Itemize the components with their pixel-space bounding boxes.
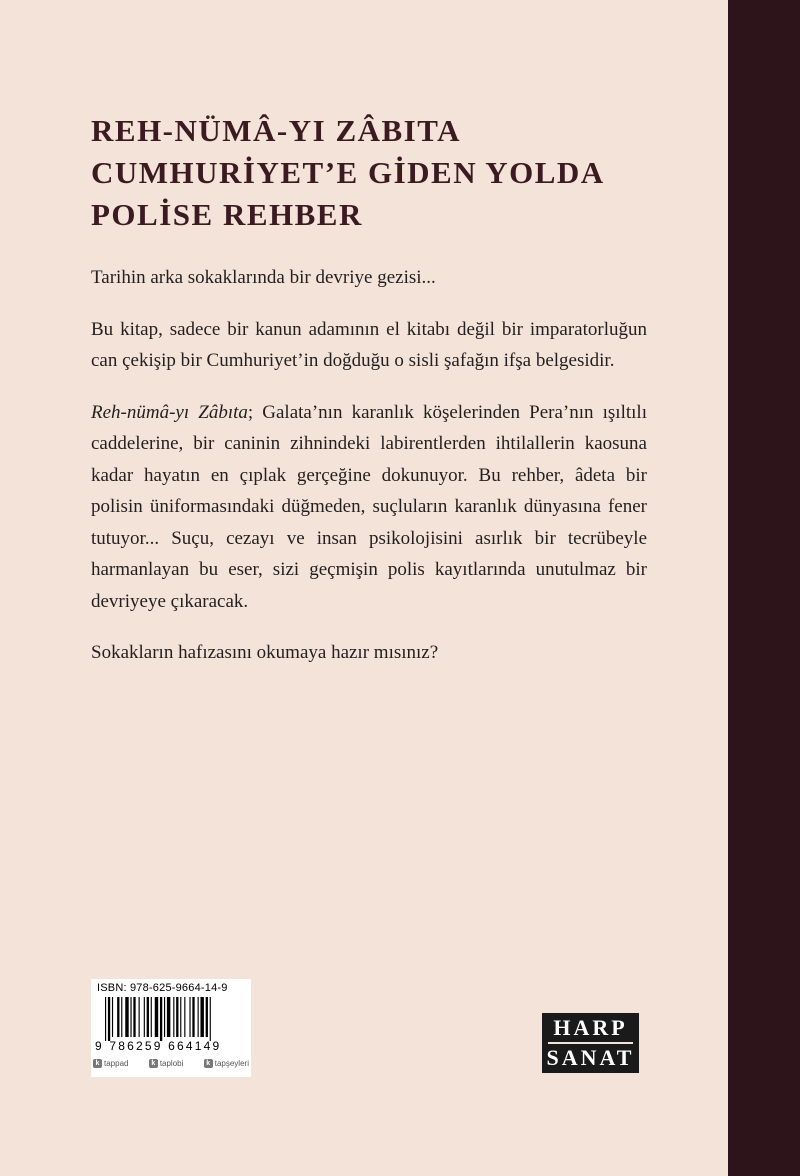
barcode-bar (139, 997, 140, 1037)
barcode-bar (155, 997, 158, 1037)
sponsor-logo-2 (149, 1059, 184, 1068)
barcode-bar (108, 997, 110, 1041)
barcode-bar (117, 997, 119, 1037)
title-line-1: REH-NÜMÂ-YI ZÂBITA (91, 113, 462, 148)
sponsor-name: tappad (104, 1059, 129, 1068)
sponsor-logos (93, 1059, 249, 1068)
barcode-bar (189, 997, 190, 1037)
description-text: ; Galata’nın karanlık köşelerinden Pera’nın ışıltılı caddelerine, bir caninin zihnindeki labirentlerden ihtilallerin kaosuna kadar hayatın en çıplak gerçeğine dokunuyor. Bu rehber, âdeta bir polisin üniformasındaki düğmeden, suçluların karanlık dünyasına fener tutuyor... Suçu, cezayı ve insan psikolojisini asırlık bir tecrübeyle harmanlayan bu eser, sizi geçmişin polis kayıtlarında unutulmaz bir devriyeye çıkaracak. (91, 401, 647, 612)
back-cover-content (91, 110, 647, 669)
barcode-bar (200, 997, 203, 1037)
publisher-logo-line-1: HARP (553, 1015, 628, 1040)
publisher-logo-divider (548, 1042, 633, 1044)
sponsor-k-icon: k (204, 1059, 213, 1068)
barcode-bar (125, 997, 128, 1037)
description-paragraph (91, 397, 647, 618)
barcode-bar (160, 997, 162, 1041)
barcode-bar (176, 997, 178, 1037)
barcode-bar (180, 997, 181, 1037)
barcode-bar (121, 997, 122, 1037)
tagline-paragraph: Tarihin arka sokaklarında bir devriye gezisi... (91, 267, 436, 288)
title-line-3: POLİSE REHBER (91, 197, 363, 232)
barcode-bar (210, 997, 211, 1041)
barcode-bar (112, 997, 113, 1037)
barcode-digits: 9 786259 664149 (95, 1039, 222, 1053)
intro-paragraph: Bu kitap, sadece bir kanun adamının el kitabı değil bir imparatorluğun can çekişip bir Cumhuriyet’in doğduğu o sisli şafağın ifşa belgesidir. (91, 318, 647, 371)
sponsor-logo-1 (93, 1059, 128, 1068)
publisher-logo-line-2: SANAT (546, 1045, 635, 1070)
barcode-bar (130, 997, 131, 1037)
barcode-bar (198, 997, 199, 1037)
isbn-barcode-box (91, 979, 251, 1077)
barcode-bar (192, 997, 194, 1037)
book-spine-strip (728, 0, 800, 1176)
barcode-bar (147, 997, 149, 1037)
barcode-bar (164, 997, 165, 1037)
sponsor-k-icon: k (149, 1059, 158, 1068)
barcode-bar (105, 997, 106, 1041)
book-title-italic: Reh-nümâ-yı Zâbıta (91, 401, 248, 423)
sponsor-name: tapşeyleri (214, 1059, 249, 1068)
barcode-bar (167, 997, 170, 1037)
barcode-bar (184, 997, 185, 1037)
barcode-bar (144, 997, 145, 1037)
barcode-bar (151, 997, 152, 1037)
barcode-icon (105, 997, 233, 1041)
publisher-logo (542, 1013, 639, 1073)
isbn-label: ISBN: 978-625-9664-14-9 (97, 982, 228, 994)
closing-question: Sokakların hafızasını okumaya hazır mısınız? (91, 642, 439, 663)
sponsor-name: taplobi (159, 1059, 184, 1068)
sponsor-logo-3 (204, 1059, 249, 1068)
barcode-bar (133, 997, 135, 1037)
sponsor-k-icon: k (93, 1059, 102, 1068)
book-title (91, 110, 647, 236)
title-line-2: CUMHURİYET’E GİDEN YOLDA (91, 155, 605, 190)
barcode-bar (206, 997, 208, 1037)
barcode-bar (173, 997, 174, 1037)
